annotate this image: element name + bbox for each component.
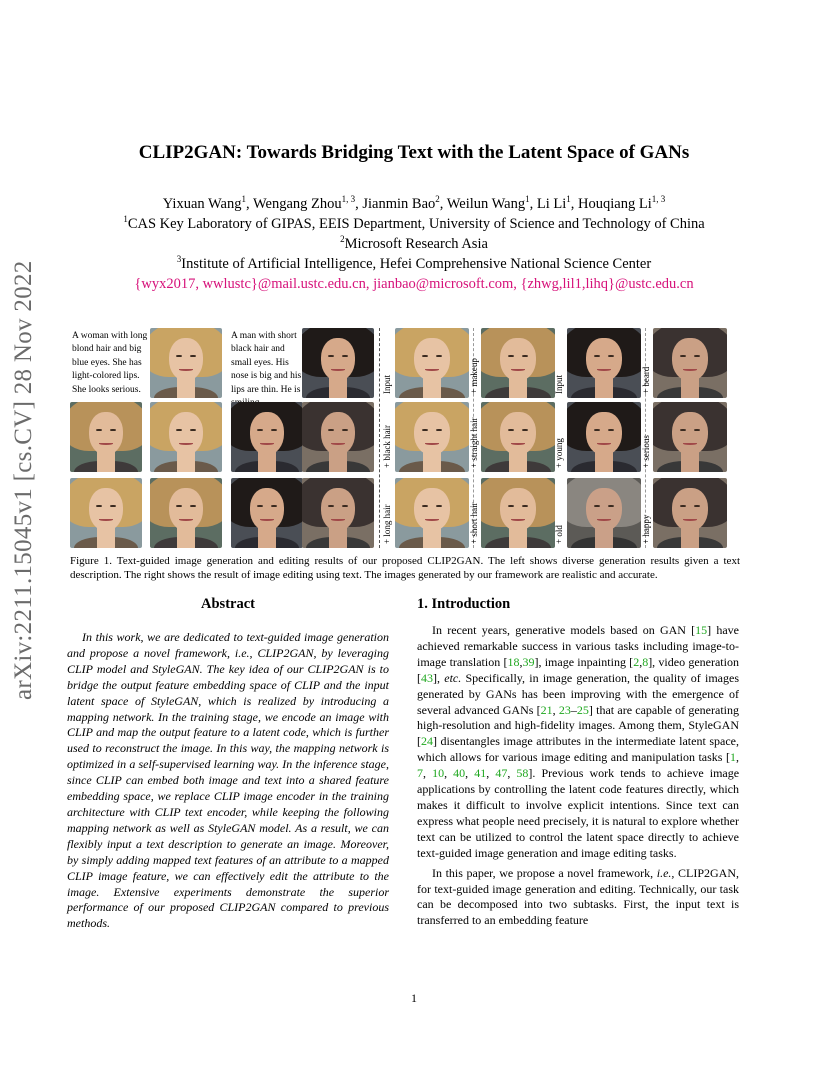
- figure-1: [70, 328, 740, 550]
- generated-face-image: [231, 402, 303, 472]
- edited-face-image: [653, 328, 727, 398]
- generated-face-image: [150, 478, 222, 548]
- author-name: Weilun Wang: [446, 196, 526, 212]
- text-run: ] disentangles image attributes in the intermediate latent space, which allows for various image editing and manipulation tasks [: [417, 734, 739, 765]
- figure-divider: [379, 328, 380, 548]
- abstract-heading: Abstract: [201, 596, 255, 612]
- author-emails[interactable]: {wyx2017, wwlustc}@mail.ustc.edu.cn, jianbao@microsoft.com, {zhwg,lil1,lihq}@ustc.edu.cn: [134, 276, 694, 292]
- edit-attribute-label: + straight hair: [469, 417, 479, 468]
- edit-attribute-label: + serious: [641, 435, 651, 468]
- citation-link[interactable]: 58: [516, 766, 529, 781]
- text-run: ,: [444, 766, 454, 781]
- text-run: ]. Previous work tends to achieve image applications by controlling the latent code features directly, which makes it difficult to involve explicit intentions. Since text can express what people need precisely, it is natural to explore whether text can be utilized to control the latent space directly to achieve text-guided image generation and image editing tasks.: [417, 766, 740, 860]
- edit-attribute-label: Input: [382, 375, 392, 394]
- citation-link[interactable]: 8: [642, 654, 649, 669]
- citation-link[interactable]: 24: [421, 734, 433, 749]
- edit-attribute-label: + young: [554, 438, 564, 468]
- edit-attribute-label: + black hair: [382, 424, 392, 468]
- text-run: Specifically, in image generation, the quality of images generated by GANs has been improving with the emergence of several advanced GANs [: [417, 670, 739, 717]
- author-name: Houqiang Li: [578, 196, 652, 212]
- introduction-heading: 1. Introduction: [417, 596, 511, 612]
- citation-link[interactable]: 39: [522, 654, 535, 669]
- edited-face-image: [653, 478, 727, 548]
- citation-link[interactable]: 10: [432, 766, 445, 781]
- author-affiliation-mark: 2: [435, 194, 440, 205]
- prompt-man: A man with short black hair and small eyes. His nose is big and his lips are thin. He is: [231, 331, 302, 395]
- edited-face-image: [481, 402, 555, 472]
- text-run: ,: [552, 702, 559, 717]
- citation-link[interactable]: 2: [633, 654, 640, 669]
- generated-face-image: [70, 402, 142, 472]
- edit-attribute-label: + long hair: [382, 504, 392, 544]
- text-run: ],: [433, 670, 445, 685]
- author-affiliation-mark: 1: [566, 194, 571, 205]
- text-run: ,: [423, 766, 433, 781]
- affiliation-1: $^1$CAS Key Laboratory of GIPAS, EEIS Department, University of Science and Technology of China: [123, 214, 705, 232]
- text-run: –: [570, 702, 577, 717]
- citation-link[interactable]: 23: [558, 702, 571, 717]
- text-run: ,: [465, 766, 475, 781]
- citation-link[interactable]: 15: [695, 623, 708, 637]
- author-affiliation-mark: 1, 3: [651, 194, 666, 205]
- text-run: In recent years, generative models based on GAN [: [432, 623, 696, 637]
- text-run: ,: [486, 766, 496, 781]
- generated-face-image: [150, 328, 222, 398]
- citation-link[interactable]: 25: [576, 702, 589, 717]
- affiliation-3: $^3$Institute of Artificial Intelligence, Hefei Comprehensive National Science Center: [176, 254, 652, 272]
- emphasis: etc.: [444, 670, 462, 685]
- edited-face-image: [567, 478, 641, 548]
- text-run: ,: [507, 766, 517, 781]
- introduction-text: [417, 623, 739, 929]
- text-run: ], video generation [: [417, 654, 739, 685]
- generated-face-image: [70, 478, 142, 548]
- author-affiliation-mark: 1: [241, 194, 246, 205]
- text-run: CLIP2GAN, for text-guided image generation and editing. Technically, our task can be decomposed into two subtasks. First, the input text is transferred to an embedding feature: [417, 865, 739, 928]
- generated-face-image: [150, 402, 222, 472]
- edit-attribute-label: + beard: [641, 366, 651, 394]
- edited-face-image: [653, 402, 727, 472]
- text-run: ,: [639, 654, 643, 669]
- edit-attribute-label: + short hair: [469, 502, 479, 544]
- prompt-woman: A woman with long blond hair and big blue eyes. She has light-colored lips. She looks serious.: [72, 331, 148, 395]
- generated-face-image: [302, 328, 374, 398]
- author-list: Yixuan Wang$^1$, Wengang Zhou$^{1, 3}$, Jianmin Bao$^2$, Weilun Wang$^1$, Li Li$^1$, Houqiang Li$^{1, 3}$: [162, 194, 666, 212]
- figure-1-caption: Figure 1. Text-guided image generation and editing results of our proposed CLIP2GAN. The left shows diverse generation results given a text description. The right shows the result of image editing using text. The images generated by our framework are realistic and accurate.: [70, 555, 740, 581]
- edited-face-image: [567, 402, 641, 472]
- author-name: Wengang Zhou: [252, 196, 342, 212]
- citation-link[interactable]: 18: [507, 654, 520, 669]
- edited-face-image: [567, 328, 641, 398]
- author-affiliation-mark: 1, 3: [341, 194, 356, 205]
- affiliation-2: $^2$Microsoft Research Asia: [340, 234, 488, 252]
- text-run: ,: [519, 654, 523, 669]
- author-name: Yixuan Wang: [162, 196, 242, 212]
- edit-attribute-label: + makeup: [469, 358, 479, 394]
- generated-face-image: [231, 478, 303, 548]
- edit-attribute-label: Input: [554, 375, 564, 394]
- edited-face-image: [395, 478, 469, 548]
- edited-face-image: [481, 478, 555, 548]
- citation-link[interactable]: 40: [453, 766, 466, 781]
- text-run: ,: [736, 750, 739, 765]
- intro-paragraph-2: [417, 866, 739, 930]
- citation-link[interactable]: 47: [495, 766, 508, 781]
- intro-paragraph-1: [417, 623, 739, 862]
- citation-link[interactable]: 41: [474, 766, 487, 781]
- text-run: ] have achieved remarkable success in various tasks including image-to-image translation [: [417, 623, 740, 669]
- author-block: [0, 194, 828, 294]
- arxiv-stamp: arXiv:2211.15045v1 [cs.CV] 28 Nov 2022: [10, 260, 37, 700]
- paper-title: CLIP2GAN: Towards Bridging Text with the Latent Space of GANs: [138, 142, 690, 163]
- citation-link[interactable]: 7: [417, 766, 423, 781]
- abstract-text: In this work, we are dedicated to text-guided image generation and propose a novel framework, i.e., CLIP2GAN, by leveraging CLIP model and StyleGAN. The key idea of our CLIP2GAN is to bridge the output feature embedding space of CLIP and the input latent space of StyleGAN, which is realized by introducing a mapping network. In the training stage, we encode an image with CLIP and map the output feature to a latent code, which is further used to reconstruct the image. In this way, the mapping network is optimized in a self-supervised learning way. In the inference stage, since CLIP can embed both image and text into a shared feature embedding space, we replace CLIP image encoder in the training architecture with CLIP text encoder, while keeping the following mapping network as well as StyleGAN model. As a result, we can flexibly input a text description to generate an image. Moreover, by simply adding mapped text features of an attribute to a mapped CLIP image feature, we can effectively edit the attribute to the image. Extensive experiments demonstrate the superior performance of our proposed CLIP2GAN compared to previous methods.: [67, 630, 389, 931]
- author-name: Jianmin Bao: [362, 196, 436, 212]
- author-affiliation-mark: 1: [525, 194, 530, 205]
- citation-link[interactable]: 1: [730, 750, 736, 765]
- author-name: Li Li: [536, 196, 567, 212]
- text-run: In this paper, we propose a novel framework,: [432, 865, 657, 880]
- emphasis: i.e.,: [656, 865, 675, 880]
- citation-link[interactable]: 43: [421, 670, 433, 685]
- text-run: ], image inpainting [: [534, 654, 634, 669]
- generated-face-image: [302, 478, 374, 548]
- text-run: ] that are capable of generating high-resolution and high-fidelity images. Among them, StyleGAN [: [417, 702, 740, 749]
- page-number: 1: [411, 991, 417, 1005]
- edited-face-image: [395, 328, 469, 398]
- edited-face-image: [395, 402, 469, 472]
- citation-link[interactable]: 21: [540, 702, 553, 717]
- edit-attribute-label: + old: [554, 525, 564, 544]
- generated-face-image: [302, 402, 374, 472]
- edit-attribute-label: + happy: [641, 514, 651, 544]
- edited-face-image: [481, 328, 555, 398]
